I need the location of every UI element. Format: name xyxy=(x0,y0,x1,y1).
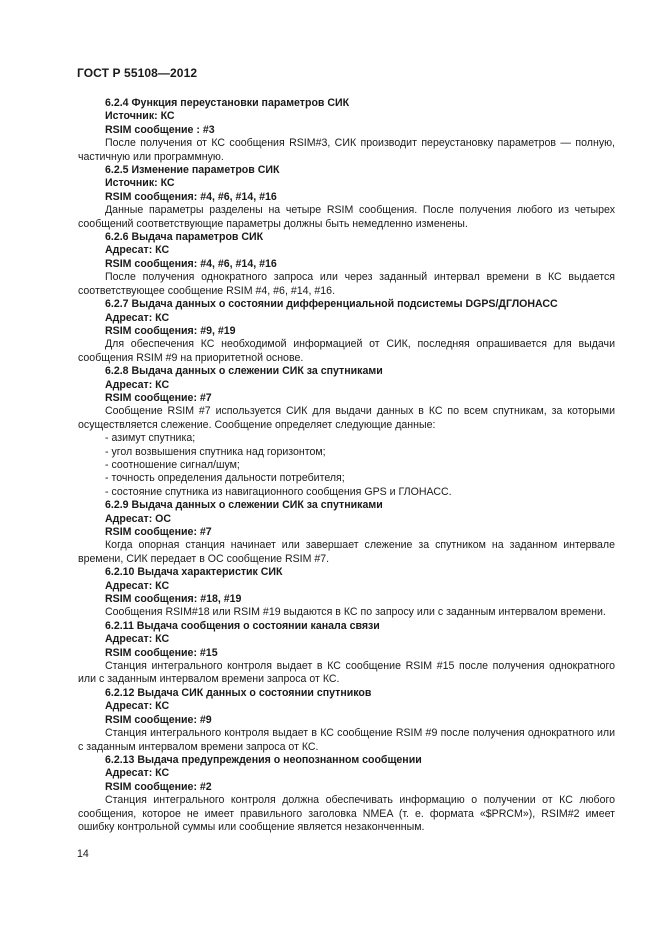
section-heading: 6.2.7 Выдача данных о состоянии дифференциальной подсистемы DGPS/ДГЛОНАСС xyxy=(105,298,558,311)
document-body xyxy=(78,97,615,834)
section-heading: RSIM сообщение: #15 xyxy=(105,646,218,659)
section-heading: 6.2.8 Выдача данных о слежении СИК за спутниками xyxy=(105,365,383,378)
paragraph: После получения от КС сообщения RSIM#3, СИК производит переустановку параметров — полную, частичную или программную. xyxy=(78,137,615,163)
list-item: - азимут спутника; xyxy=(105,432,196,445)
paragraph: Станция интегрального контроля выдает в КС сообщение RSIM #9 после получения однократного или с заданным интервалом времени запроса от КС. xyxy=(78,727,615,753)
section-heading: Адресат: КС xyxy=(105,244,170,257)
section-heading: 6.2.12 Выдача СИК данных о состоянии спутников xyxy=(105,686,372,699)
paragraph: Станция интегрального контроля выдает в КС сообщение RSIM #15 после получения однократного или с заданным интервалом времени запроса от КС. xyxy=(78,660,615,686)
paragraph: Для обеспечения КС необходимой информацией от СИК, последняя опрашивается для выдачи сообщения RSIM #9 на приоритетной основе. xyxy=(78,338,615,364)
section-heading: 6.2.4 Функция переустановки параметров СИК xyxy=(105,97,350,109)
section-heading: Адресат: КС xyxy=(105,378,170,391)
paragraph: Станция интегрального контроля должна обеспечивать информацию о получении от КС любого сообщения, которое не имеет правильного заголовка NMEA (т. е. формата «$PRCM»), RSIM#2 имеет ошибку контрольной суммы или сообщение является незаконченным. xyxy=(78,794,615,833)
section-heading: RSIM сообщение : #3 xyxy=(105,123,215,136)
list-item: - точность определения дальности потребителя; xyxy=(105,472,345,485)
list-item: - состояние спутника из навигационного сообщения GPS и ГЛОНАСС. xyxy=(105,485,452,498)
section-heading: 6.2.9 Выдача данных о слежении СИК за спутниками xyxy=(105,499,383,512)
section-heading: RSIM сообщение: #7 xyxy=(105,526,212,538)
list-item: - угол возвышения спутника над горизонтом; xyxy=(105,445,326,458)
section-heading: RSIM сообщения: #9, #19 xyxy=(105,324,236,337)
paragraph: Когда опорная станция начинает или завершает слежение за спутником на заданном интервале времени, СИК передает в ОС сообщение RSIM #7. xyxy=(78,539,615,565)
paragraph: Сообщение RSIM #7 используется СИК для выдачи данных в КС по всем спутникам, за которыми осуществляется слежение. Сообщение определяет следующие данные: xyxy=(78,405,615,431)
section-heading: RSIM сообщение: #7 xyxy=(105,391,212,404)
section-heading: Адресат: КС xyxy=(105,700,170,713)
list-item: - соотношение сигнал/шум; xyxy=(105,458,240,471)
section-heading: RSIM сообщения: #18, #19 xyxy=(105,593,242,606)
paragraph: Сообщения RSIM#18 или RSIM #19 выдаются в КС по запросу или с заданным интервалом времени. xyxy=(105,606,606,619)
section-heading: Адресат: КС xyxy=(105,579,170,592)
section-heading: Адресат: КС xyxy=(105,767,170,780)
section-heading: 6.2.13 Выдача предупреждения о неопознанном сообщении xyxy=(105,753,422,766)
section-heading: 6.2.6 Выдача параметров СИК xyxy=(105,231,264,244)
section-heading: 6.2.10 Выдача характеристик СИК xyxy=(105,566,283,579)
section-heading: Адресат: КС xyxy=(105,633,170,646)
document-header: ГОСТ Р 55108—2012 xyxy=(77,66,198,80)
paragraph: После получения однократного запроса или через заданный интервал времени в КС выдается соответствующее сообщение RSIM #4, #6, #14, #16. xyxy=(78,271,615,297)
section-heading: RSIM сообщение: #2 xyxy=(105,780,212,793)
section-heading: Адресат: КС xyxy=(105,311,170,324)
section-heading: 6.2.5 Изменение параметров СИК xyxy=(105,164,280,177)
section-heading: Адресат: ОС xyxy=(105,512,172,525)
section-heading: RSIM сообщения: #4, #6, #14, #16 xyxy=(105,190,277,203)
section-heading: RSIM сообщения: #4, #6, #14, #16 xyxy=(105,257,277,270)
section-heading: RSIM сообщение: #9 xyxy=(105,713,212,726)
paragraph: Данные параметры разделены на четыре RSIM сообщения. После получения любого из четырех сообщений соответствующие параметры должны быть немедленно изменены. xyxy=(78,204,615,230)
section-heading: Источник: КС xyxy=(105,110,175,123)
section-heading: Источник: КС xyxy=(105,177,175,190)
page-number: 14 xyxy=(77,848,89,860)
section-heading: 6.2.11 Выдача сообщения о состоянии канала связи xyxy=(105,619,380,632)
